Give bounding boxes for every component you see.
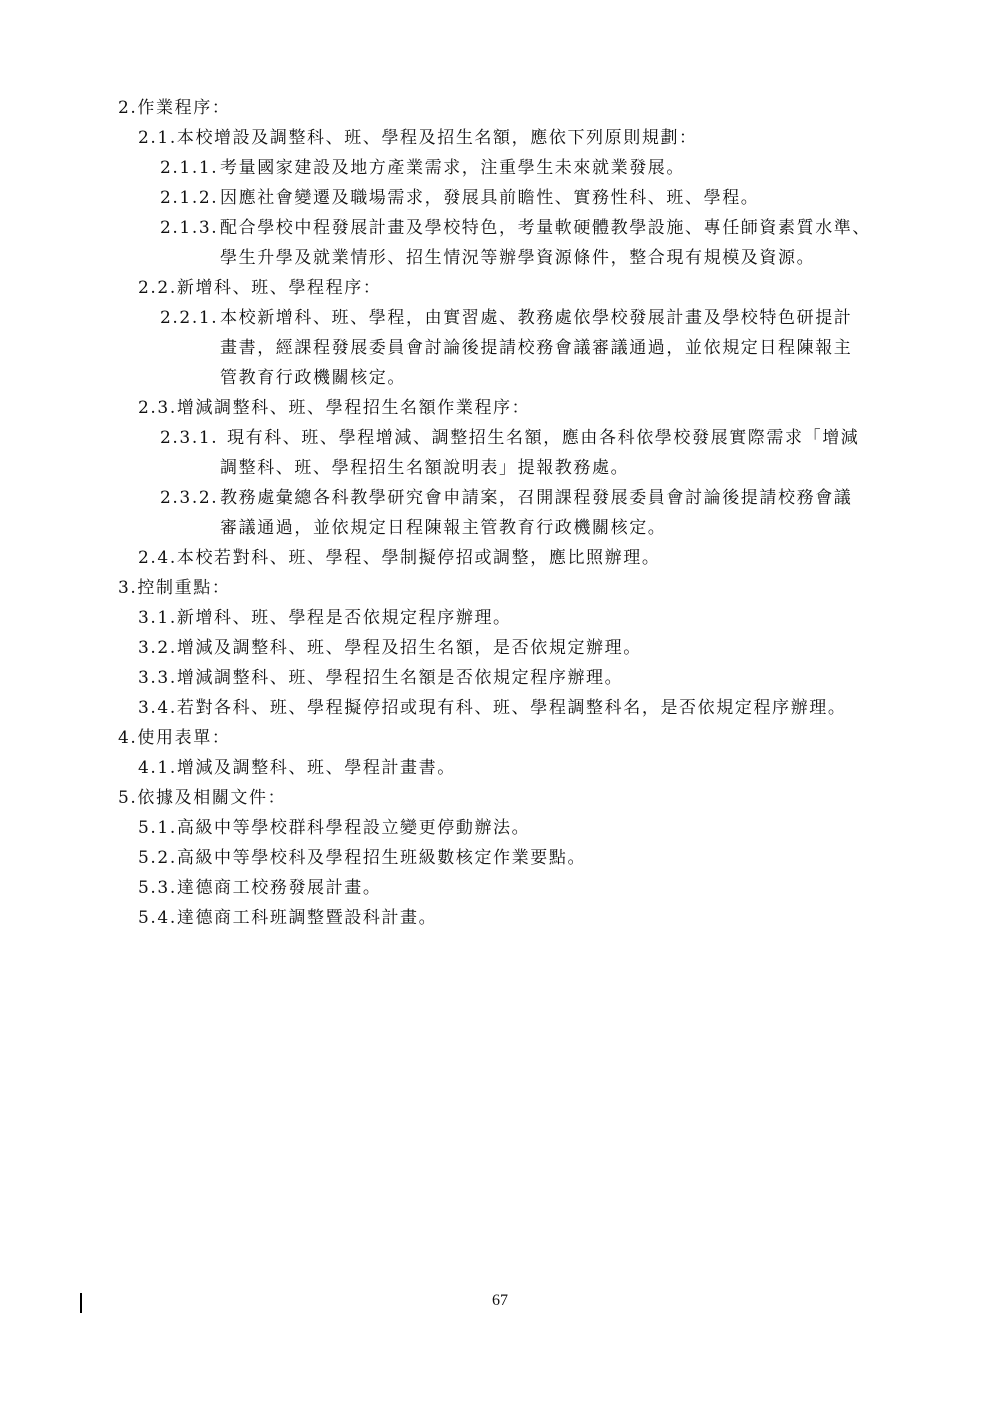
section-title: 控制重點： <box>137 578 231 598</box>
item-number: 2.1. <box>138 128 177 148</box>
item-5-3 <box>118 873 908 903</box>
section-3-heading <box>118 573 908 603</box>
item-2-3-2-continued <box>118 513 908 543</box>
item-text: 畫書，經課程發展委員會討論後提請校務會議審議通過，並依規定日程陳報主 <box>220 338 853 358</box>
item-number: 3.1. <box>138 608 177 628</box>
item-text: 本校若對科、班、學程、學制擬停招或調整，應比照辦理。 <box>176 548 661 568</box>
item-number: 2.4. <box>138 548 177 568</box>
section-number: 4. <box>118 728 138 748</box>
page-number: 67 <box>492 1292 508 1309</box>
item-text: 增減及調整科、班、學程及招生名額，是否依規定辦理。 <box>176 638 642 658</box>
item-number: 2.1.2. <box>160 188 219 208</box>
item-2-1 <box>118 123 908 153</box>
item-text: 學生升學及就業情形、招生情況等辦學資源條件，整合現有規模及資源。 <box>220 248 816 268</box>
item-number: 2.2.1. <box>160 308 219 328</box>
item-number: 5.4. <box>138 908 177 928</box>
item-number: 2.3.2. <box>160 488 219 508</box>
item-number: 4.1. <box>138 758 177 778</box>
item-2-3 <box>118 393 908 423</box>
item-text: 高級中等學校群科學程設立變更停動辦法。 <box>176 818 531 838</box>
section-number: 3. <box>118 578 138 598</box>
item-text: 審議通過，並依規定日程陳報主管教育行政機關核定。 <box>220 518 667 538</box>
item-3-4 <box>118 693 908 723</box>
item-2-1-2 <box>118 183 908 213</box>
section-number: 2. <box>118 98 138 118</box>
item-number: 2.3. <box>138 398 177 418</box>
item-2-3-1 <box>118 423 908 453</box>
item-text: 本校新增科、班、學程，由實習處、教務處依學校發展計畫及學校特色研提計 <box>220 308 853 328</box>
item-2-1-3-continued <box>118 243 908 273</box>
item-2-4 <box>118 543 908 573</box>
item-2-2-1 <box>118 303 908 333</box>
item-number: 5.1. <box>138 818 177 838</box>
item-text: 達德商工校務發展計畫。 <box>176 878 382 898</box>
item-text: 增減調整科、班、學程招生名額是否依規定程序辦理。 <box>176 668 624 688</box>
section-4-heading <box>118 723 908 753</box>
item-2-3-2 <box>118 483 908 513</box>
item-text: 因應社會變遷及職場需求，發展具前瞻性、實務性科、班、學程。 <box>220 188 760 208</box>
item-text: 若對各科、班、學程擬停招或現有科、班、學程調整科名，是否依規定程序辦理。 <box>176 698 847 718</box>
item-text: 調整科、班、學程招生名額說明表」提報教務處。 <box>220 458 630 478</box>
item-2-1-3 <box>118 213 908 243</box>
section-title: 使用表單： <box>137 728 231 748</box>
item-text: 配合學校中程發展計畫及學校特色，考量軟硬體教學設施、專任師資素質水準、 <box>220 218 871 238</box>
item-text: 教務處彙總各科教學研究會申請案，召開課程發展委員會討論後提請校務會議 <box>220 488 853 508</box>
item-number: 3.3. <box>138 668 177 688</box>
item-3-2 <box>118 633 908 663</box>
item-2-3-1-continued <box>118 453 908 483</box>
item-number: 3.2. <box>138 638 177 658</box>
item-number: 5.2. <box>138 848 177 868</box>
document-body <box>118 93 908 933</box>
item-number: 2.1.1. <box>160 158 219 178</box>
item-text: 新增科、班、學程程序： <box>176 278 382 298</box>
item-number: 2.2. <box>138 278 177 298</box>
section-2-heading <box>118 93 908 123</box>
section-title: 依據及相關文件： <box>137 788 287 808</box>
item-text: 達德商工科班調整暨設科計畫。 <box>176 908 438 928</box>
item-3-1 <box>118 603 908 633</box>
item-text: 新增科、班、學程是否依規定程序辦理。 <box>176 608 512 628</box>
item-text: 現有科、班、學程增減、調整招生名額，應由各科依學校發展實際需求「增減 <box>220 428 860 448</box>
item-text: 考量國家建設及地方產業需求，注重學生未來就業發展。 <box>220 158 685 178</box>
item-4-1 <box>118 753 908 783</box>
item-number: 2.3.1. <box>160 428 219 448</box>
item-5-4 <box>118 903 908 933</box>
item-number: 2.1.3. <box>160 218 219 238</box>
item-5-2 <box>118 843 908 873</box>
item-2-2 <box>118 273 908 303</box>
item-text: 高級中等學校科及學程招生班級數核定作業要點。 <box>176 848 587 868</box>
item-2-2-1-continued <box>118 363 908 393</box>
section-title: 作業程序： <box>137 98 231 118</box>
item-text: 管教育行政機關核定。 <box>220 368 406 388</box>
item-text: 增減及調整科、班、學程計畫書。 <box>176 758 456 778</box>
item-3-3 <box>118 663 908 693</box>
item-text: 增減調整科、班、學程招生名額作業程序： <box>176 398 531 418</box>
section-number: 5. <box>118 788 138 808</box>
item-5-1 <box>118 813 908 843</box>
item-2-1-1 <box>118 153 908 183</box>
item-text: 本校增設及調整科、班、學程及招生名額，應依下列原則規劃： <box>176 128 698 148</box>
section-5-heading <box>118 783 908 813</box>
item-2-2-1-continued <box>118 333 908 363</box>
item-number: 5.3. <box>138 878 177 898</box>
item-number: 3.4. <box>138 698 177 718</box>
